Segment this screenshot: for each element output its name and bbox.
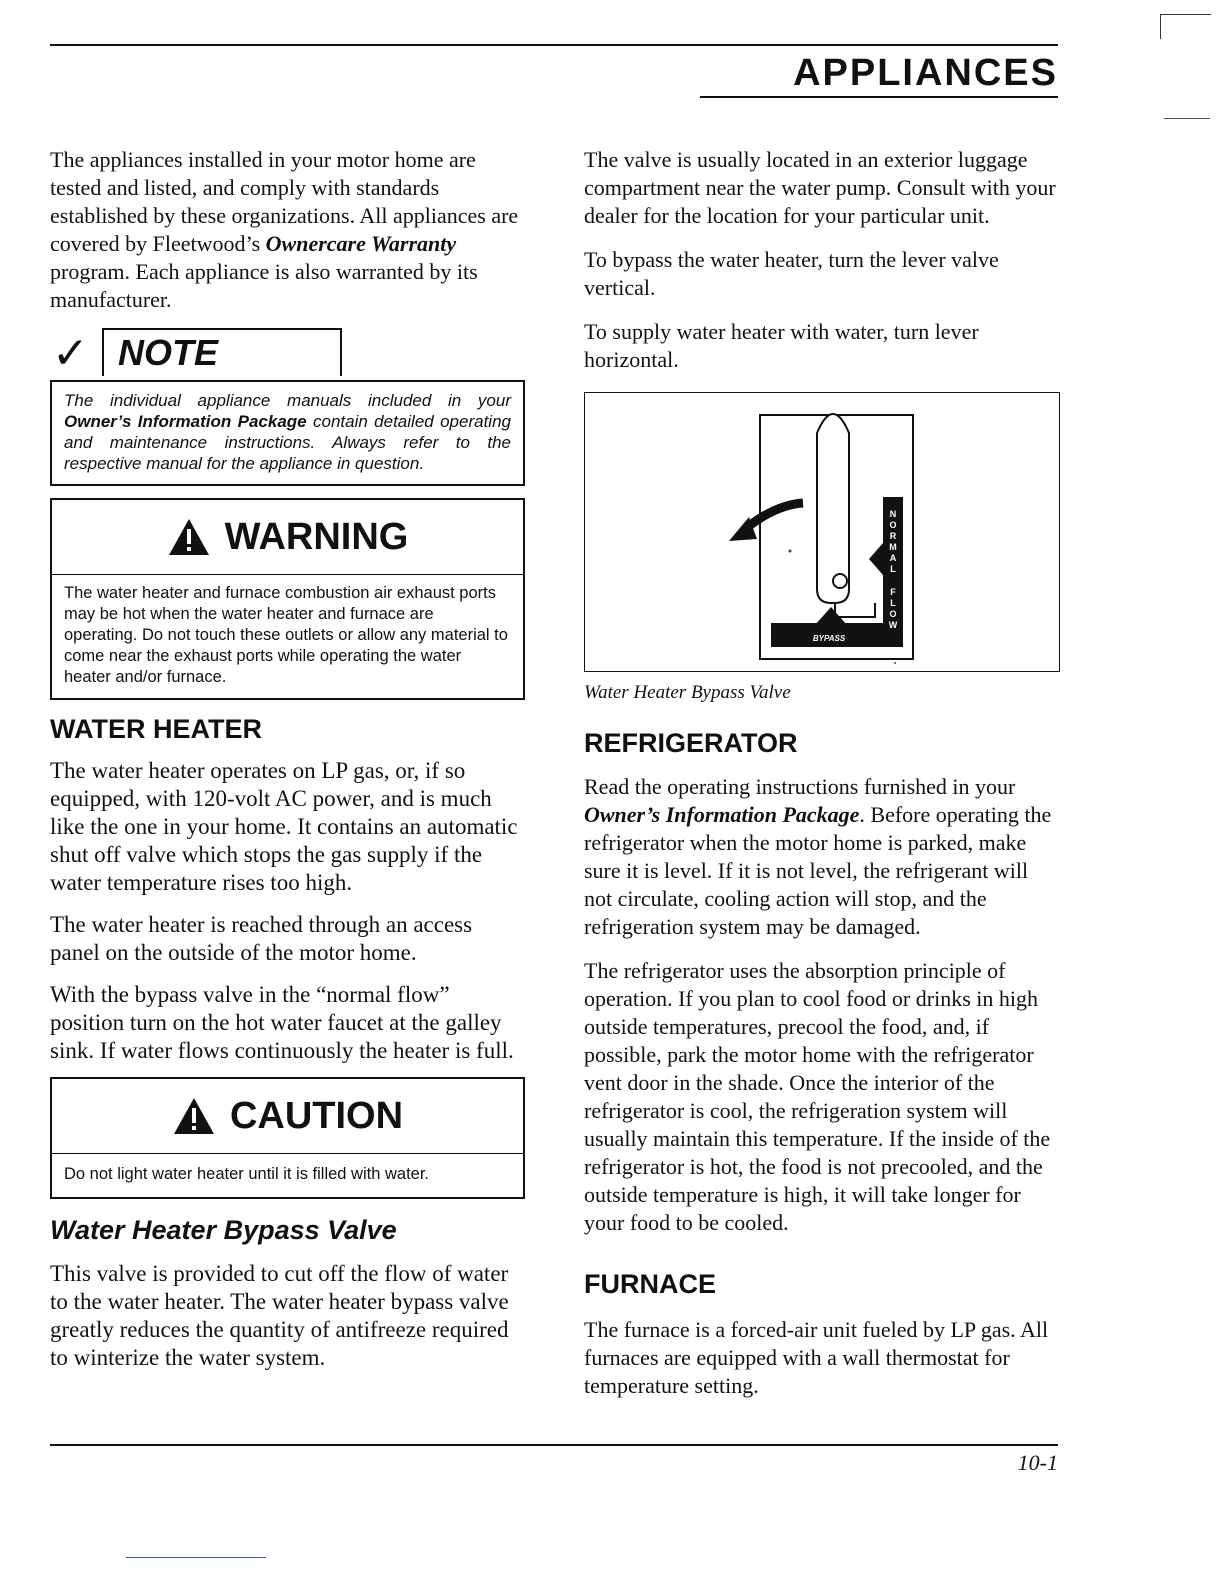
- bypass-valve-paragraph: This valve is provided to cut off the flow of water to the water heater. The water heater bypass valve greatly reduces the quantity of antifreeze required to winterize the water system.: [50, 1261, 509, 1370]
- left-column: [50, 146, 525, 1372]
- caution-box: [50, 1077, 525, 1199]
- crop-mark-line: [1164, 118, 1210, 119]
- note-emphasis: Owner’s Information Package: [64, 412, 307, 431]
- right-column: [584, 146, 1060, 1400]
- refrigerator-text-2: . Before operating the refrigerator when the motor home is parked, make sure it is level. If it is not level, the refrigerant will not circulate, cooling action will stop, and the refrigeration system may be damaged.: [584, 802, 1052, 939]
- note-tab: [102, 328, 342, 376]
- note-label: NOTE: [118, 332, 219, 373]
- bypass-instruction-paragraph: To bypass the water heater, turn the lever valve vertical.: [584, 247, 999, 300]
- intro-text-1: The appliances installed in your motor home are tested and listed, and comply with standards established by these organizations. All appliances are covered by Fleetwood’s: [50, 147, 519, 256]
- normal-letter-3: R: [889, 531, 897, 541]
- refrigerator-paragraph-1: [584, 773, 1060, 941]
- warning-text: The water heater and furnace combustion air exhaust ports may be hot when the water heater and furnace are operating. Do not touch these outlets or allow any material to come near the exhaust ports while operating the water heater and/or furnace.: [64, 584, 508, 686]
- furnace-paragraph: The furnace is a forced-air unit fueled by LP gas. All furnaces are equipped with a wall thermostat for temperature setting.: [584, 1317, 1049, 1398]
- flow-letter-4: W: [888, 620, 898, 630]
- bypass-label: BYPASS: [812, 634, 846, 643]
- normal-letter-6: L: [890, 564, 896, 574]
- caution-text: Do not light water heater until it is filled with water.: [64, 1165, 430, 1183]
- note-header: [50, 328, 525, 380]
- warning-header: [52, 500, 523, 575]
- normal-letter-1: N: [889, 509, 897, 519]
- warning-triangle-icon: [167, 517, 211, 557]
- caution-triangle-icon: [172, 1096, 216, 1136]
- scan-artifact-line: [126, 1557, 266, 1558]
- caution-title: CAUTION: [229, 1094, 404, 1137]
- title-underline: [700, 96, 1058, 98]
- top-rule: [50, 44, 1058, 46]
- warning-box: [50, 498, 525, 700]
- note-text-2: contain detailed operating and maintenance instructions. Always refer to the respective manual for the appliance in question.: [64, 412, 511, 473]
- refrigerator-text-1: Read the operating instructions furnished in your: [584, 774, 1016, 799]
- bypass-valve-diagram: [585, 393, 1059, 669]
- water-heater-paragraph-2: The water heater is reached through an access panel on the outside of the motor home.: [50, 912, 473, 965]
- intro-text-2: program. Each appliance is also warranted by its manufacturer.: [50, 259, 478, 312]
- note-box: [50, 380, 525, 486]
- refrigerator-paragraph-2: The refrigerator uses the absorption principle of operation. If you plan to cool food or drinks in high outside temperatures, precool the food, and, if possible, park the motor home with the refrigerator vent door in the shade. Once the interior of the refrigerator is cool, the refrigeration system will usually maintain this temperature. If the inside of the refrigerator is hot, the food is not precooled, and the outside temperature is high, it will take longer for your food to be cooled.: [584, 958, 1051, 1235]
- supply-instruction-paragraph: To supply water heater with water, turn lever horizontal.: [584, 319, 979, 372]
- ownercare-warranty-emphasis: Ownercare Warranty: [265, 231, 457, 256]
- bypass-valve-figure: [584, 392, 1060, 672]
- caution-header: [52, 1079, 523, 1154]
- normal-letter-4: M: [889, 542, 897, 552]
- water-heater-heading: WATER HEATER: [50, 714, 262, 744]
- note-text-1: The individual appliance manuals included in your: [64, 391, 511, 410]
- normal-letter-5: A: [889, 553, 897, 563]
- refrigerator-heading: REFRIGERATOR: [584, 728, 798, 758]
- intro-paragraph: [50, 146, 525, 314]
- flow-letter-3: O: [889, 609, 897, 619]
- normal-letter-2: O: [889, 520, 897, 530]
- flow-letter-1: F: [890, 587, 896, 597]
- valve-location-paragraph: The valve is usually located in an exterior luggage compartment near the water pump. Consult with your dealer for the location for your particular unit.: [584, 147, 1056, 228]
- page-number: 10-1: [1017, 1450, 1058, 1475]
- crop-mark: [1160, 14, 1211, 39]
- flow-letter-2: L: [890, 598, 896, 608]
- page-title: APPLIANCES: [793, 52, 1058, 94]
- water-heater-paragraph-1: The water heater operates on LP gas, or, if so equipped, with 120-volt AC power, and is much like the one in your home. It contains an automatic shut off valve which stops the gas supply if the water temperature rises too high.: [50, 758, 518, 895]
- owners-information-package-emphasis: Owner’s Information Package: [584, 802, 860, 827]
- checkmark-icon: ✓: [52, 328, 89, 379]
- figure-caption: Water Heater Bypass Valve: [584, 682, 791, 703]
- bypass-valve-heading: Water Heater Bypass Valve: [50, 1215, 397, 1245]
- warning-title: WARNING: [224, 515, 409, 558]
- bottom-rule: [50, 1444, 1058, 1446]
- furnace-heading: FURNACE: [584, 1269, 716, 1299]
- water-heater-paragraph-3: With the bypass valve in the “normal flow” position turn on the hot water faucet at the galley sink. If water flows continuously the heater is full.: [50, 982, 514, 1063]
